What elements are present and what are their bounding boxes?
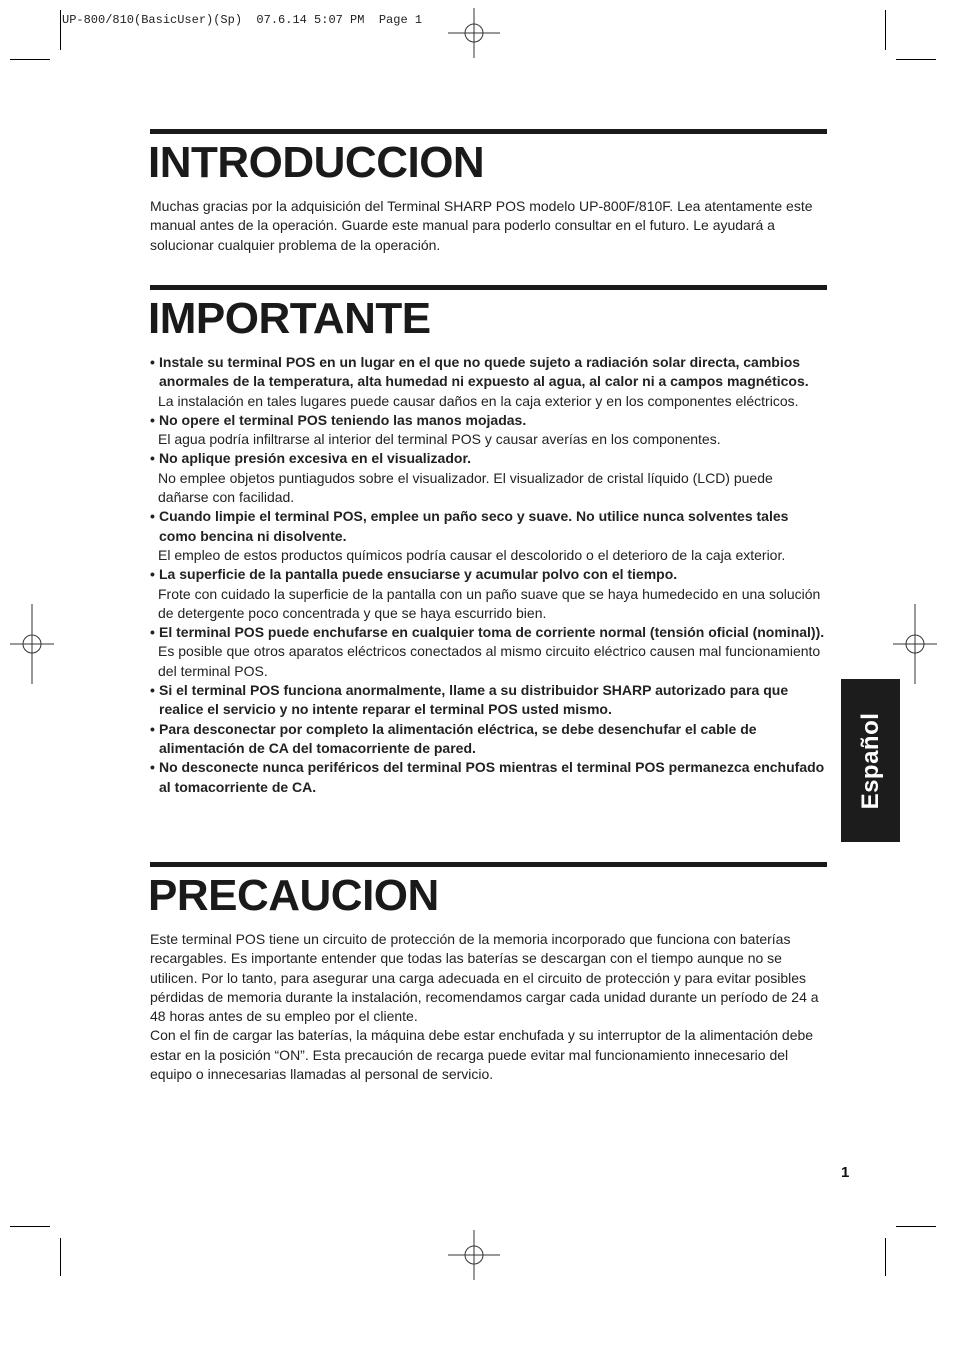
registration-mark-icon [893, 604, 937, 684]
crop-mark [60, 10, 61, 50]
precaution-title: • La superficie de la pantalla puede ensuciarse y acumular polvo con el tiempo. [150, 565, 827, 584]
section-body: Con el fin de cargar las baterías, la máquina debe estar enchufada y su interruptor de la alimentación debe estar en la posición “ON”. Esta precaución de recarga puede evitar mal funcionamiento innecesario del equipo o innecesarias llamadas al personal de servicio. [150, 1027, 814, 1083]
precaution-title: • Para desconectar por completo la alimentación eléctrica, se debe desenchufar el cable de alimentación de CA del tomacorriente de pared. [150, 720, 827, 759]
language-tab [841, 679, 900, 842]
precaution-detail: La instalación en tales lugares puede causar daños en la caja exterior y en los componentes eléctricos. [158, 392, 799, 409]
language-tab-label: Español [856, 712, 884, 809]
crop-mark [896, 1226, 936, 1227]
precaution-detail: Es posible que otros aparatos eléctricos conectados al mismo circuito eléctrico causen mal funcionamiento del terminal POS. [158, 643, 821, 679]
precaution-title: • No desconecte nunca periféricos del terminal POS mientras el terminal POS permanezca enchufado al tomacorriente de CA. [150, 758, 827, 797]
section-title: PRECAUCION [148, 871, 439, 920]
crop-mark [885, 1238, 886, 1276]
crop-mark [10, 59, 50, 60]
precaution-title: • No opere el terminal POS teniendo las manos mojadas. [150, 411, 827, 430]
precaution-title: • Instale su terminal POS en un lugar en el que no quede sujeto a radiación solar directa, cambios anormales de la temperatura, alta humedad ni expuesto al agua, al calor ni a campos magnéticos. [150, 353, 827, 392]
precaution-list [150, 353, 827, 797]
precaution-title: • Si el terminal POS funciona anormalmente, llame a su distribuidor SHARP autorizado para que realice el servicio y no intente reparar el terminal POS usted mismo. [150, 681, 827, 720]
section-rule [150, 129, 827, 134]
print-slug: UP-800/810(BasicUser)(Sp) 07.6.14 5:07 PM Page 1 [62, 13, 423, 27]
crop-mark [885, 10, 886, 50]
precaution-title: • No aplique presión excesiva en el visualizador. [150, 449, 827, 468]
section-rule [150, 285, 827, 290]
registration-mark-icon [448, 8, 500, 58]
section-importante [150, 285, 827, 797]
precaution-detail: El agua podría infiltrarse al interior del terminal POS y causar averías en los componentes. [158, 431, 721, 448]
section-body: Muchas gracias por la adquisición del Terminal SHARP POS modelo UP-800F/810F. Lea atentamente este manual antes de la operación. Guarde este manual para poderlo consultar en el futuro. Le ayudará a solucionar cualquier problema de la operación. [150, 198, 813, 253]
precaution-title: • El terminal POS puede enchufarse en cualquier toma de corriente normal (tensión oficial (nominal)). [150, 623, 827, 642]
section-precaucion [150, 862, 827, 1084]
section-title: IMPORTANTE [148, 294, 431, 343]
section-body: Este terminal POS tiene un circuito de protección de la memoria incorporado que funciona con baterías recargables. Es importante entender que todas las baterías se descargan con el tiempo aunque no se utilicen. Por lo tanto, para asegurar una carga adecuada en el circuito de protección y para evitar posibles pérdidas de memoria durante la instalación, recomendamos cargar cada unidad durante un período de 24 a 48 horas antes de su empleo por el cliente. [150, 931, 819, 1025]
page-number: 1 [841, 1164, 850, 1181]
precaution-title: • Cuando limpie el terminal POS, emplee un paño seco y suave. No utilice nunca solventes tales como bencina ni disolvente. [150, 507, 827, 546]
section-rule [150, 862, 827, 867]
crop-mark [60, 1238, 61, 1276]
precaution-detail: El empleo de estos productos químicos podría causar el descolorido o el deterioro de la caja exterior. [158, 546, 786, 563]
precaution-detail: Frote con cuidado la superficie de la pantalla con un paño suave que se haya humedecido en una solución de detergente poco concentrada y que se haya escurrido bien. [158, 585, 821, 621]
crop-mark [896, 59, 936, 60]
crop-mark [10, 1226, 50, 1227]
registration-mark-icon [10, 604, 54, 684]
registration-mark-icon [448, 1230, 500, 1280]
section-title: INTRODUCCION [148, 138, 485, 187]
precaution-detail: No emplee objetos puntiagudos sobre el visualizador. El visualizador de cristal líquido (LCD) puede dañarse con facilidad. [158, 469, 773, 506]
section-introduccion [150, 129, 827, 255]
